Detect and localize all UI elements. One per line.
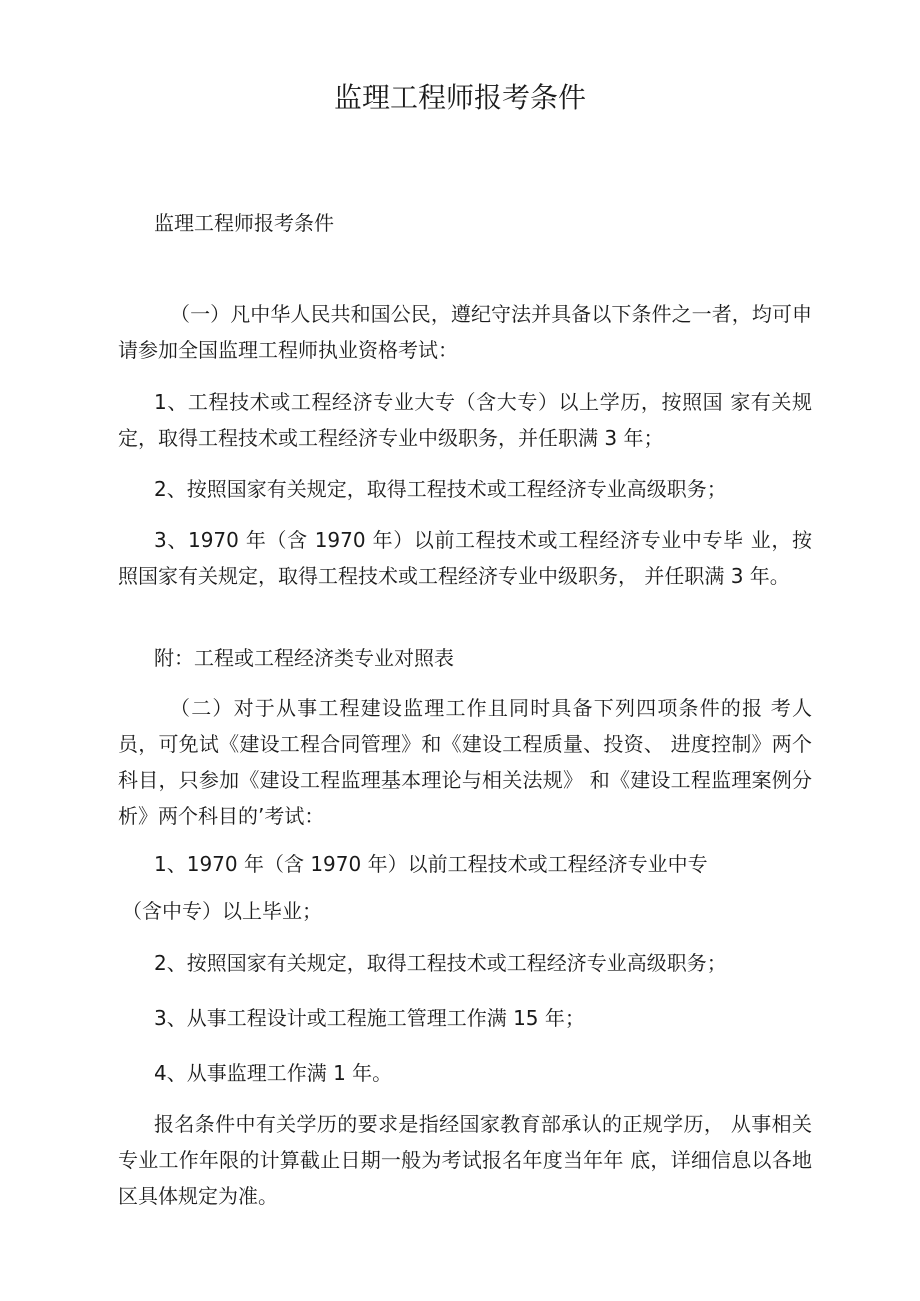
section2-item-1-line1: 1、1970 年（含 1970 年）以前工程技术或工程经济专业中专 [154,852,708,876]
section1-item-3: 3、1970 年（含 1970 年）以前工程技术或工程经济专业中专毕 业，按照国家有关规定，取得工程技术或工程经济专业中级职务， 并任职满 3 年。 [118,528,812,588]
section2-item-2: 2、按照国家有关规定，取得工程技术或工程经济专业高级职务； [154,951,727,975]
appendix-note: 附：工程或工程经济类专业对照表 [154,646,454,670]
document-title: 监理工程师报考条件 [333,81,586,114]
section1-item-1: 1、工程技术或工程经济专业大专（含大专）以上学历，按照国 家有关规定，取得工程技术或工程经济专业中级职务，并任职满 3 年； [118,390,812,450]
section2-item-1-line2: （含中专）以上毕业； [122,899,322,923]
section1-intro: （一）凡中华人民共和国公民，遵纪守法并具备以下条件之一者，均可申请参加全国监理工程师执业资格考试： [118,302,812,362]
section2-item-4: 4、从事监理工作满 1 年。 [154,1061,393,1085]
section2-intro: （二）对于从事工程建设监理工作且同时具备下列四项条件的报 考人员，可免试《建设工程合同管理》和《建设工程质量、投资、 进度控制》两个科目，只参加《建设工程监理基本理论与相关法规》 和《建设工程监理案例分析》两个科目的’考试： [118,696,812,828]
closing-paragraph: 报名条件中有关学历的要求是指经国家教育部承认的正规学历， 从事相关专业工作年限的计算截止日期一般为考试报名年度当年年 底，详细信息以各地区具体规定为准。 [118,1112,812,1208]
section1-item-2: 2、按照国家有关规定，取得工程技术或工程经济专业高级职务； [154,477,727,501]
document-subtitle: 监理工程师报考条件 [154,211,334,235]
section2-item-3: 3、从事工程设计或工程施工管理工作满 15 年； [154,1006,585,1030]
